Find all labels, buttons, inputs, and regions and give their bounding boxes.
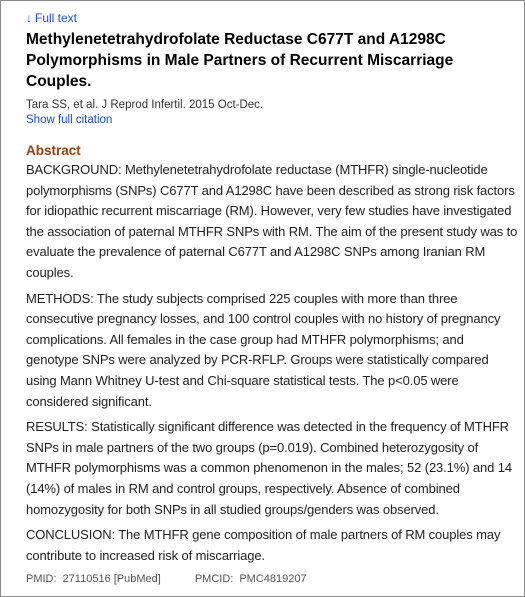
pmid-label: PMID: — [26, 573, 57, 586]
show-full-citation-link[interactable]: Show full citation — [26, 114, 113, 126]
article-identifiers — [26, 572, 518, 587]
abstract-methods: METHODS: The study subjects comprised 225 couples with more than three consecutive pregnancy losses, and 100 control couples with no history of pregnancy complications. All females in the case group had MTHFR polymorphisms; and genotype SNPs were analyzed by PCR-RFLP. Groups were statistically compared using Mann Whitney U-test and Chi-square statistical tests. The p<0.05 were considered significant. — [26, 290, 501, 409]
abstract-background: BACKGROUND: Methylenetetrahydrofolate reductase (MTHFR) single-nucleotide polymorphisms (SNPs) C677T and A1298C have been described as strong risk factors for idiopathic recurrent miscarriage (RM). However, very few studies have investigated the association of paternal MTHFR SNPs with RM. The aim of the present study was to evaluate the prevalence of paternal C677T and A1298C SNPs among Iranian RM couples. — [26, 162, 518, 280]
article-citation: Tara SS, et al. J Reprod Infertil. 2015 Oct-Dec. — [26, 99, 264, 111]
pmid-value: 27110516 [PubMed] — [62, 573, 161, 586]
down-arrow-icon: ↓ — [26, 11, 32, 25]
full-text-link[interactable] — [26, 9, 518, 28]
pmcid-label: PMCID: — [194, 573, 234, 586]
pmcid-value: PMC4819207 — [239, 573, 307, 586]
full-text-label: Full text — [35, 11, 78, 25]
abstract-conclusion: CONCLUSION: The MTHFR gene composition of male partners of RM couples may contribute to increased risk of miscarriage. — [26, 527, 501, 563]
abstract-results: RESULTS: Statistically significant difference was detected in the frequency of MTHFR SNPs in male partners of the two groups (p=0.019). Combined heterozygosity of MTHFR polymorphisms was a common phenomenon in the males; 52 (23.1%) and 14 (14%) of males in RM and control groups, respectively. Absence of combined homozygosity for both SNPs in all studied groups/genders was observed. — [26, 419, 512, 517]
abstract-body — [26, 160, 518, 566]
article-summary — [26, 9, 518, 587]
article-title: Methylenetetrahydrofolate Reductase C677T and A1298C Polymorphisms in Male Partners of Recurrent Miscarriage Couples. — [26, 31, 454, 90]
abstract-heading: Abstract — [26, 143, 81, 158]
